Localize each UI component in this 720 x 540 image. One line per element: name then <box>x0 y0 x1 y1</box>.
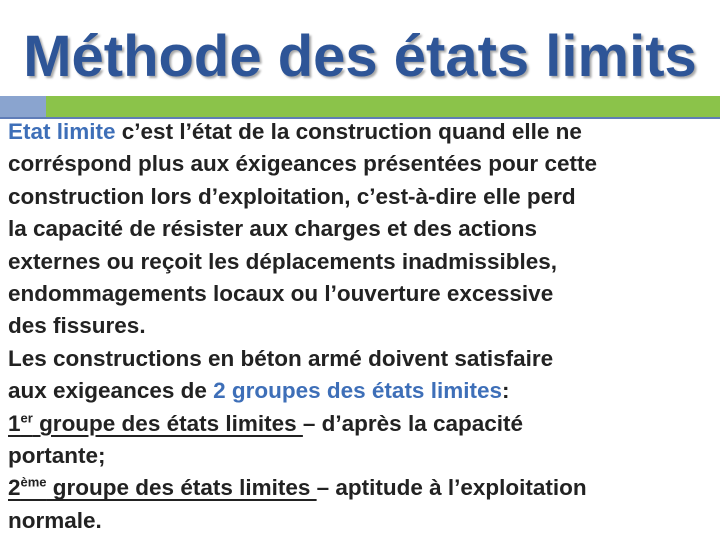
group-2-line <box>8 472 720 504</box>
body-line-8: Les constructions en béton armé doivent satisfaire <box>8 345 554 371</box>
term-etat-limite: Etat limite <box>8 119 116 144</box>
accent-square <box>0 96 46 117</box>
body-line-9-post: : <box>501 378 510 404</box>
body-line-6: endommagements locaux ou l’ouverture excessive <box>8 281 554 307</box>
body-line-5: externes ou reçoit les déplacements inadmissibles, <box>8 248 557 274</box>
group-2-description: – aptitude à l’exploitation <box>316 475 587 501</box>
group-1-heading <box>8 411 303 436</box>
group-1-description: – d’après la capacité <box>302 410 524 436</box>
body-line-1 <box>8 116 720 148</box>
body-line-4: la capacité de résister aux charges et des actions <box>8 216 538 242</box>
group-1-number: 1 <box>8 410 21 436</box>
group-2-heading <box>8 475 317 500</box>
group-2-continuation: normale. <box>8 507 102 533</box>
slide-title: Méthode des états limits <box>23 24 697 89</box>
body-line-2: corréspond plus aux éxigeances présentées pour cette <box>8 151 597 177</box>
group-2-superscript: ème <box>20 474 47 490</box>
slide-body <box>8 116 720 537</box>
highlight-two-groups: 2 groupes des états limites <box>213 378 502 404</box>
body-line-1-text: c’est l’état de la construction quand elle ne <box>115 119 582 144</box>
body-line-3: construction lors d’exploitation, c’est-à-dire elle perd <box>8 183 576 209</box>
accent-bar <box>46 96 720 117</box>
group-1-superscript: er <box>20 410 33 426</box>
group-1-line <box>8 408 720 440</box>
group-2-number: 2 <box>8 475 21 501</box>
group-1-continuation: portante; <box>8 443 106 469</box>
body-line-9 <box>8 375 720 407</box>
group-2-label: groupe des états limites <box>46 475 317 501</box>
body-line-9-pre: aux exigeances de <box>8 378 214 404</box>
body-line-7: des fissures. <box>8 313 146 339</box>
group-1-label: groupe des états limites <box>32 410 303 436</box>
